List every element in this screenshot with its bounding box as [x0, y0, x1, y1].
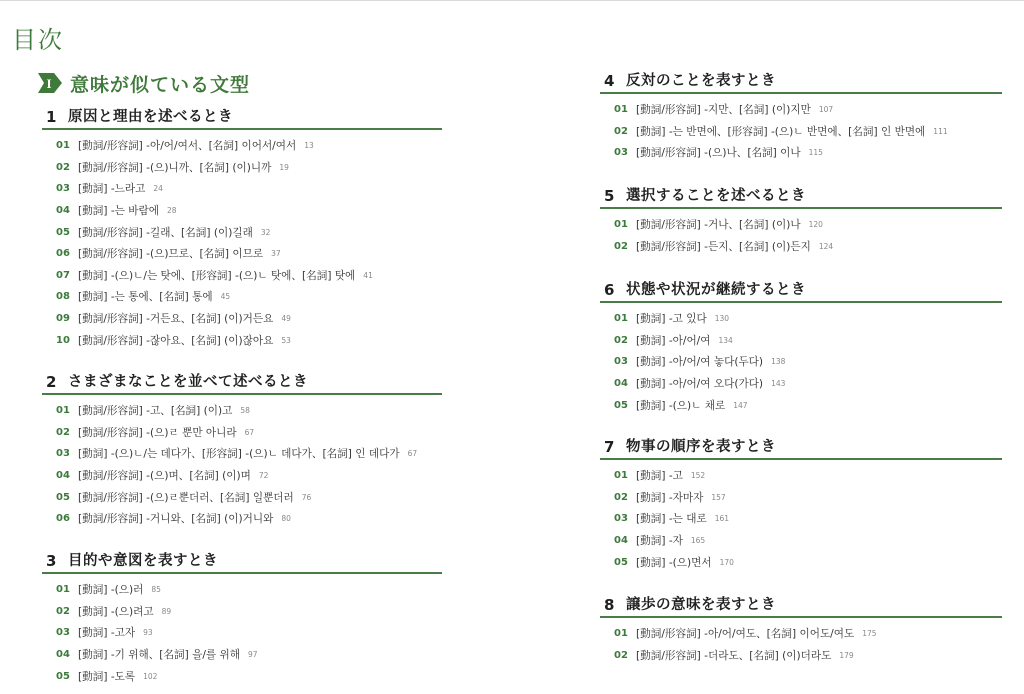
section-heading: [600, 438, 1002, 460]
item-page: 67: [244, 427, 255, 437]
toc-section-6: [600, 281, 1002, 416]
section-heading: [42, 373, 442, 395]
item-page: 97: [248, 650, 258, 660]
toc-item[interactable]: [42, 465, 442, 487]
item-page: 58: [240, 406, 250, 416]
toc-item[interactable]: [42, 178, 442, 200]
item-number: 01: [614, 628, 628, 640]
top-border: [0, 0, 1024, 1]
item-number: 03: [614, 147, 628, 159]
toc-list: [600, 465, 1002, 573]
item-page: 124: [818, 241, 834, 251]
item-page: 45: [220, 292, 231, 302]
item-number: 04: [614, 378, 628, 390]
svg-text:I: I: [46, 76, 52, 91]
item-number: 10: [56, 334, 70, 346]
toc-item[interactable]: [42, 221, 442, 243]
toc-list: [600, 214, 1002, 257]
item-page: 147: [733, 400, 748, 410]
item-number: 02: [614, 491, 628, 503]
item-text: [動詞/形容詞] -(으)며、[名詞] (이)며: [78, 470, 251, 483]
item-text: [動詞] -는 반면에、[形容詞] -(으)ㄴ 반면에、[名詞] 인 반면에: [636, 125, 926, 138]
item-page: 120: [808, 220, 823, 230]
toc-item[interactable]: [600, 465, 1002, 487]
toc-section-3: [42, 552, 442, 687]
item-text: [動詞/形容詞] -더라도、[名詞] (이)더라도: [636, 649, 832, 662]
toc-item[interactable]: [600, 142, 1002, 164]
item-number: 01: [614, 104, 628, 116]
item-number: 04: [56, 205, 70, 217]
toc-section-4: [600, 72, 1002, 164]
item-text: [動詞] -아/어/여 오다(가다): [636, 378, 764, 391]
item-text: [動詞/形容詞] -(으)므로、[名詞] 이므로: [78, 248, 264, 261]
toc-section-1: [42, 108, 442, 351]
item-text: [動詞] -(으)ㄴ 채로: [636, 399, 726, 412]
toc-item[interactable]: [42, 486, 442, 508]
item-page: 111: [933, 126, 948, 136]
item-page: 49: [281, 314, 291, 324]
item-number: 05: [614, 556, 628, 568]
toc-item[interactable]: [600, 645, 1002, 667]
item-text: [動詞/形容詞] -(으)나、[名詞] 이나: [636, 147, 801, 160]
item-text: [動詞] -는 통에、[名詞] 통에: [78, 291, 213, 304]
item-page: 138: [771, 357, 786, 367]
item-number: 01: [56, 140, 70, 152]
item-page: 80: [281, 514, 291, 524]
page-title: 目次: [12, 26, 64, 54]
toc-item[interactable]: [600, 487, 1002, 509]
toc-section-5: [600, 187, 1002, 257]
item-text: [動詞/形容詞] -잖아요、[名詞] (이)잖아요: [78, 334, 274, 347]
item-text: [動詞] -는 대로: [636, 513, 707, 526]
part-title: 意味が似ている文型: [70, 73, 251, 96]
toc-item[interactable]: [42, 400, 442, 422]
toc-item[interactable]: [600, 121, 1002, 143]
item-text: [動詞] -자: [636, 535, 683, 548]
toc-section-2: [42, 373, 442, 530]
toc-item[interactable]: [42, 601, 442, 623]
item-number: 03: [56, 448, 70, 460]
section-heading: [42, 108, 442, 130]
item-text: [動詞/形容詞] -(으)ㄹ뿐더러、[名詞] 일뿐더러: [78, 491, 294, 504]
item-number: 01: [614, 313, 628, 325]
toc-item[interactable]: [600, 214, 1002, 236]
item-text: [動詞] -고 있다: [636, 313, 707, 326]
toc-item[interactable]: [42, 286, 442, 308]
item-page: 93: [143, 628, 153, 638]
section-number: 5: [604, 187, 615, 205]
item-number: 02: [614, 240, 628, 252]
item-page: 76: [301, 492, 312, 502]
toc-section-8: [600, 596, 1002, 666]
toc-item[interactable]: [600, 623, 1002, 645]
toc-item[interactable]: [42, 157, 442, 179]
item-number: 02: [56, 426, 70, 438]
item-text: [動詞/形容詞] -고、[名詞] (이)고: [78, 405, 233, 418]
item-page: 13: [304, 141, 314, 151]
item-number: 02: [56, 161, 70, 173]
toc-list: [600, 99, 1002, 164]
toc-item[interactable]: [42, 243, 442, 265]
toc-item[interactable]: [42, 422, 442, 444]
item-number: 04: [56, 470, 70, 482]
item-page: 157: [711, 492, 726, 502]
toc-item[interactable]: [42, 644, 442, 666]
item-page: 170: [719, 557, 734, 567]
section-number: 4: [604, 72, 615, 90]
item-number: 08: [56, 291, 70, 303]
section-heading: [600, 281, 1002, 303]
item-page: 175: [862, 629, 877, 639]
section-number: 7: [604, 438, 615, 456]
item-text: [動詞/形容詞] -든지、[名詞] (이)든지: [636, 240, 811, 253]
item-number: 05: [56, 226, 70, 238]
section-number: 3: [46, 552, 57, 570]
item-text: [動詞] -기 위해、[名詞] 을/를 위해: [78, 649, 240, 662]
item-text: [動詞] -도록: [78, 670, 136, 683]
item-page: 41: [363, 270, 373, 280]
toc-item[interactable]: [600, 351, 1002, 373]
item-text: [動詞/形容詞] -아/어/여서、[名詞] 이어서/여서: [78, 140, 297, 153]
section-title: 状態や状況が継続するとき: [626, 282, 806, 298]
item-number: 05: [614, 399, 628, 411]
item-text: [動詞/形容詞] -(으)ㄹ 뿐만 아니라: [78, 426, 237, 439]
item-text: [動詞] -(으)러: [78, 584, 144, 597]
item-number: 05: [56, 670, 70, 682]
section-number: 8: [604, 596, 615, 614]
item-text: [動詞] -고: [636, 470, 683, 483]
section-number: 1: [46, 108, 57, 126]
section-number: 2: [46, 373, 57, 391]
item-number: 01: [614, 470, 628, 482]
item-page: 165: [690, 536, 706, 546]
item-number: 02: [614, 334, 628, 346]
item-number: 02: [56, 605, 70, 617]
section-heading: [600, 596, 1002, 618]
item-text: [動詞] -자마자: [636, 491, 704, 504]
part-badge-icon: [38, 71, 64, 95]
item-number: 02: [614, 649, 628, 661]
item-page: 102: [143, 671, 158, 681]
item-text: [動詞] -고자: [78, 627, 136, 640]
toc-item[interactable]: [42, 308, 442, 330]
part-heading: [38, 70, 250, 96]
item-number: 03: [614, 356, 628, 368]
item-number: 03: [56, 183, 70, 195]
item-text: [動詞] -아/어/여 놓다(두다): [636, 356, 764, 369]
item-number: 03: [614, 513, 628, 525]
item-number: 04: [56, 649, 70, 661]
toc-item[interactable]: [42, 135, 442, 157]
item-number: 01: [614, 219, 628, 231]
toc-item[interactable]: [600, 508, 1002, 530]
toc-item[interactable]: [600, 330, 1002, 352]
toc-item[interactable]: [600, 373, 1002, 395]
toc-item[interactable]: [600, 308, 1002, 330]
item-number: 07: [56, 269, 70, 281]
toc-section-7: [600, 438, 1002, 573]
toc-item[interactable]: [42, 200, 442, 222]
toc-item[interactable]: [600, 99, 1002, 121]
toc-item[interactable]: [42, 265, 442, 287]
toc-list: [42, 579, 442, 687]
toc-list: [42, 400, 442, 530]
toc-list: [42, 135, 442, 351]
item-page: 115: [808, 148, 823, 158]
item-page: 107: [818, 105, 834, 115]
item-page: 72: [258, 471, 269, 481]
item-page: 32: [260, 227, 271, 237]
item-text: [動詞] -느라고: [78, 183, 146, 196]
section-heading: [42, 552, 442, 574]
section-heading: [600, 187, 1002, 209]
item-number: 06: [56, 248, 70, 260]
item-page: 130: [714, 314, 730, 324]
section-title: さまざまなことを並べて述べるとき: [68, 374, 308, 390]
section-title: 選択することを述べるとき: [626, 188, 806, 204]
item-number: 01: [56, 584, 70, 596]
item-text: [動詞] -(으)ㄴ/는 탓에、[形容詞] -(으)ㄴ 탓에、[名詞] 탓에: [78, 269, 356, 282]
toc-item[interactable]: [600, 394, 1002, 416]
item-number: 04: [614, 535, 628, 547]
item-page: 143: [771, 379, 786, 389]
toc-item[interactable]: [600, 236, 1002, 258]
item-page: 89: [161, 606, 172, 616]
item-page: 85: [151, 585, 161, 595]
toc-list: [600, 308, 1002, 416]
toc-item[interactable]: [42, 622, 442, 644]
item-number: 06: [56, 513, 70, 525]
item-text: [動詞] -는 바람에: [78, 205, 159, 218]
section-title: 反対のことを表すとき: [626, 73, 776, 89]
item-page: 24: [153, 184, 163, 194]
toc-item[interactable]: [42, 665, 442, 687]
section-title: 原因と理由を述べるとき: [68, 109, 233, 125]
item-page: 67: [407, 449, 418, 459]
item-text: [動詞/形容詞] -거니와、[名詞] (이)거니와: [78, 513, 274, 526]
item-text: [動詞] -(으)면서: [636, 556, 712, 569]
item-text: [動詞/形容詞] -지만、[名詞] (이)지만: [636, 104, 811, 117]
toc-item[interactable]: [42, 579, 442, 601]
item-text: [動詞/形容詞] -길래、[名詞] (이)길래: [78, 226, 253, 239]
item-page: 28: [166, 206, 177, 216]
item-text: [動詞/形容詞] -거든요、[名詞] (이)거든요: [78, 313, 274, 326]
item-page: 37: [271, 249, 281, 259]
toc-item[interactable]: [600, 530, 1002, 552]
item-text: [動詞] -(으)ㄴ/는 데다가、[形容詞] -(으)ㄴ 데다가、[名詞] 인 데다가: [78, 448, 400, 461]
section-title: 物事の順序を表すとき: [626, 439, 776, 455]
item-page: 152: [690, 471, 706, 481]
item-page: 161: [714, 514, 730, 524]
toc-item[interactable]: [42, 508, 442, 530]
section-number: 6: [604, 281, 615, 299]
toc-item[interactable]: [42, 329, 442, 351]
section-title: 目的や意図を表すとき: [68, 553, 218, 569]
item-number: 09: [56, 313, 70, 325]
item-text: [動詞/形容詞] -거나、[名詞] (이)나: [636, 219, 801, 232]
item-text: [動詞/形容詞] -(으)니까、[名詞] (이)니까: [78, 161, 272, 174]
item-number: 03: [56, 627, 70, 639]
item-text: [動詞/形容詞] -아/어/여도、[名詞] 이어도/여도: [636, 628, 855, 641]
section-title: 譲歩の意味を表すとき: [626, 597, 776, 613]
item-text: [動詞] -아/어/여: [636, 334, 711, 347]
item-page: 134: [718, 335, 733, 345]
item-page: 19: [279, 162, 289, 172]
item-page: 53: [281, 335, 291, 345]
toc-list: [600, 623, 1002, 666]
item-number: 05: [56, 491, 70, 503]
item-text: [動詞] -(으)려고: [78, 605, 154, 618]
section-heading: [600, 72, 1002, 94]
item-number: 01: [56, 405, 70, 417]
toc-item[interactable]: [600, 551, 1002, 573]
item-number: 02: [614, 125, 628, 137]
toc-item[interactable]: [42, 443, 442, 465]
item-page: 179: [839, 650, 854, 660]
